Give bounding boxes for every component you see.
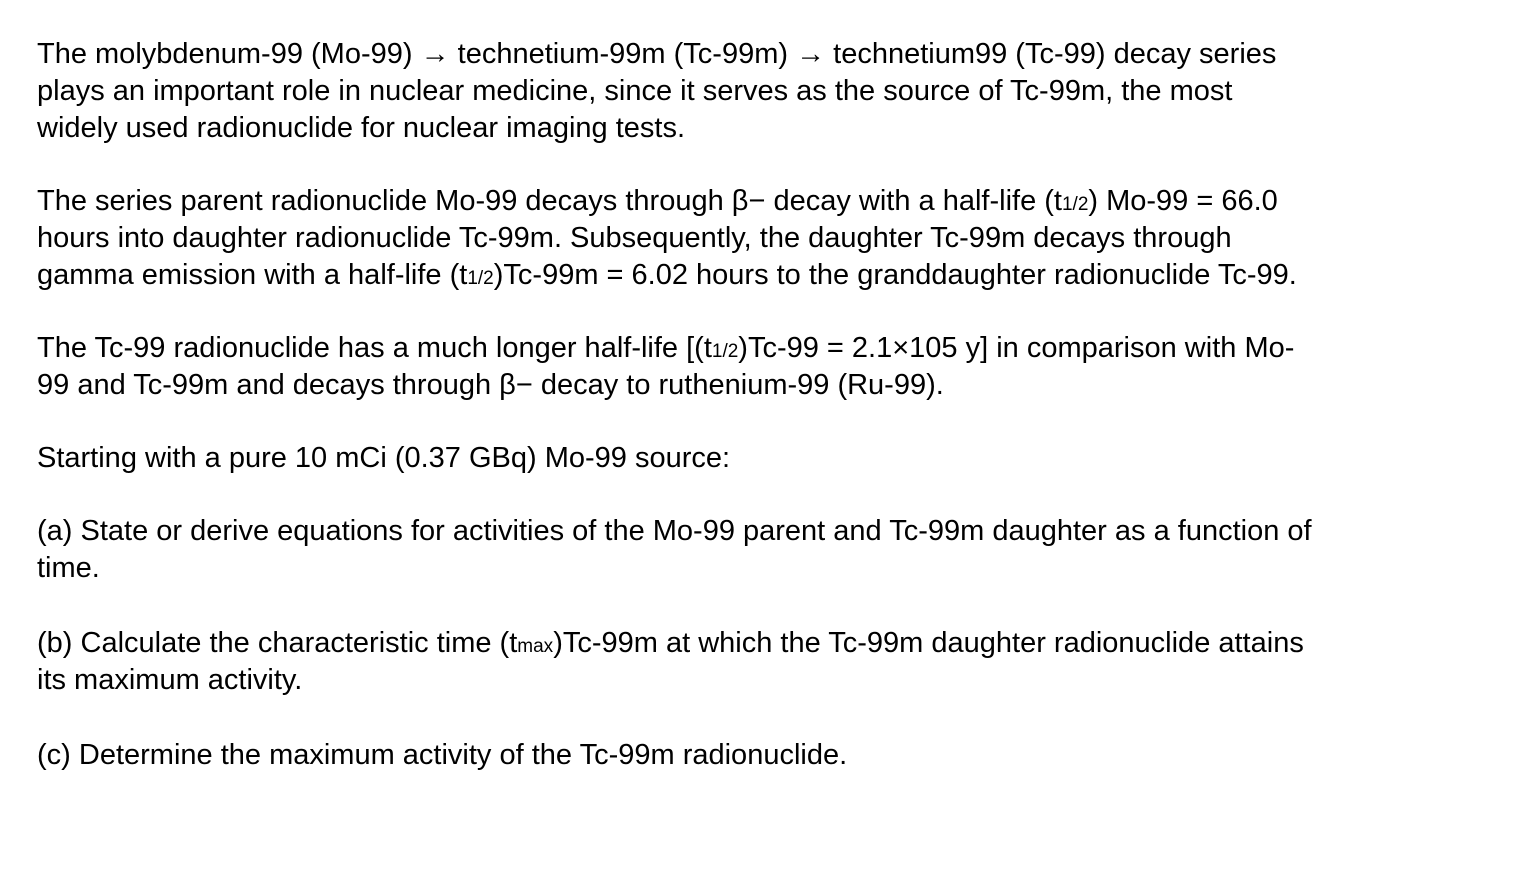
text-line [37,625,1497,662]
half-life-subscript: 1/2 [467,268,494,289]
text-segment: ) Mo-99 = 66.0 [1088,185,1278,217]
text-line: time. [37,552,100,584]
decay-description-paragraph [37,183,1497,294]
text-segment: The Tc-99 radionuclide has a much longer half-life [(t [37,332,712,364]
document-body [37,36,1497,810]
text-line: The molybdenum-99 (Mo-99) → technetium-99m (Tc-99m) → technetium99 (Tc-99) decay series [37,38,1277,70]
text-line: plays an important role in nuclear medicine, since it serves as the source of Tc-99m, the most [37,75,1233,107]
question-b [37,625,1497,699]
text-line [37,330,1497,367]
text-line: its maximum activity. [37,664,303,696]
text-line: (a) State or derive equations for activities of the Mo-99 parent and Tc-99m daughter as a function of [37,515,1312,547]
half-life-subscript: 1/2 [711,341,739,362]
text-segment: gamma emission with a half-life (t [37,259,468,291]
text-line: hours into daughter radionuclide Tc-99m. Subsequently, the daughter Tc-99m decays through [37,222,1232,254]
question-c [37,737,1497,774]
text-segment: )Tc-99m at which the Tc-99m daughter radionuclide attains [553,627,1304,659]
text-segment: )Tc-99 = 2.1×105 y] in comparison with Mo- [738,332,1295,364]
tmax-subscript: max [517,636,554,657]
text-line: Starting with a pure 10 mCi (0.37 GBq) Mo-99 source: [37,442,731,474]
text-line: widely used radionuclide for nuclear imaging tests. [37,112,686,144]
text-line: (c) Determine the maximum activity of the Tc-99m radionuclide. [37,739,848,771]
question-a [37,513,1497,587]
text-segment: (b) Calculate the characteristic time (t [37,627,518,659]
text-line [37,183,1497,220]
text-line: 99 and Tc-99m and decays through β− decay to ruthenium-99 (Ru-99). [37,369,944,401]
half-life-subscript: 1/2 [1061,194,1089,215]
text-segment: )Tc-99m = 6.02 hours to the granddaughter radionuclide Tc-99. [493,259,1297,291]
source-statement [37,440,1497,477]
text-segment: The series parent radionuclide Mo-99 decays through β− decay with a half-life (t [37,185,1062,217]
text-line [37,257,1497,294]
intro-paragraph [37,36,1497,147]
tc99-paragraph [37,330,1497,404]
